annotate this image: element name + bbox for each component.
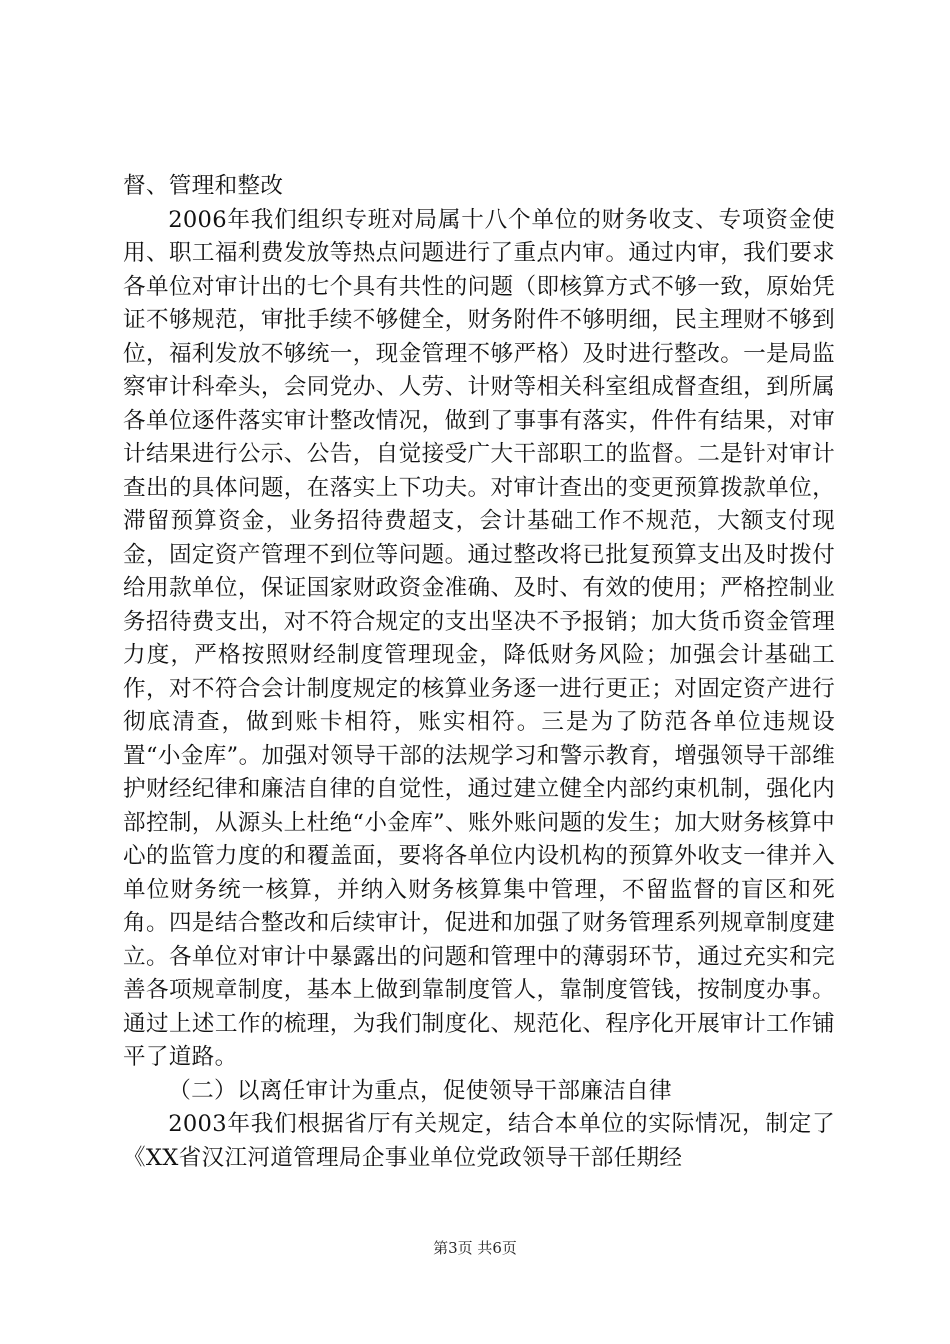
paragraph-continuation: 督、管理和整改: [123, 173, 284, 199]
section-heading-departure-audit: （二）以离任审计为重点，促使领导干部廉洁自律: [168, 1077, 672, 1104]
paragraph-internal-audit-rectification: 2006年我们组织专班对局属十八个单位的财务收支、专项资金使用、职工福利费发放等热点问题进行了重点内审。通过内审，我们要求各单位对审计出的七个具有共性的问题（即核算方式不够一致，原始凭证不够规范，审批手续不够健全，财务附件不够明细，民主理财不够到位，福利发放不够统一，现金管理不够严格）及时进行整改。一是局监察审计科牵头，会同党办、人劳、计财等相关科室组成督查组，到所属各单位逐件落实审计整改情况，做到了事事有落实，件件有结果，对审计结果进行公示、公告，自觉接受广大干部职工的监督。二是针对审计查出的具体问题，在落实上下功夫。对审计查出的变更预算拨款单位，滞留预算资金，业务招待费超支，会计基础工作不规范，大额支付现金，固定资产管理不到位等问题。通过整改将已批复预算支出及时拨付给用款单位，保证国家财政资金准确、及时、有效的使用；严格控制业务招待费支出，对不符合规定的支出坚决不予报销；加大货币资金管理力度，严格按照财经制度管理现金，降低财务风险；加强会计基础工作，对不符合会计制度规定的核算业务逐一进行更正；对固定资产进行彻底清查，做到账卡相符，账实相符。三是为了防范各单位违规设置“小金库”。加强对领导干部的法规学习和警示教育，增强领导干部维护财经纪律和廉洁自律的自觉性，通过建立健全内部约束机制，强化内部控制，从源头上杜绝“小金库”、账外账问题的发生；加大财务核算中心的监管力度的和覆盖面，要将各单位内设机构的预算外收支一律并入单位财务统一核算，并纳入财务核算集中管理，不留监督的盲区和死角。四是结合整改和后续审计，促进和加强了财务管理系列规章制度建立。各单位对审计中暴露出的问题和管理中的薄弱环节，通过充实和完善各项规章制度，基本上做到靠制度管人，靠制度管钱，按制度办事。通过上述工作的梳理，为我们制度化、规范化、程序化开展审计工作铺平了道路。: [123, 206, 835, 1070]
paragraph-2003-regulations: 2003年我们根据省厅有关规定，结合本单位的实际情况，制定了《XX省汉江河道管理局企事业单位党政领导干部任期经: [123, 1111, 835, 1171]
document-body: [123, 170, 835, 1175]
page-footer: 第3页 共6页: [433, 1239, 517, 1257]
